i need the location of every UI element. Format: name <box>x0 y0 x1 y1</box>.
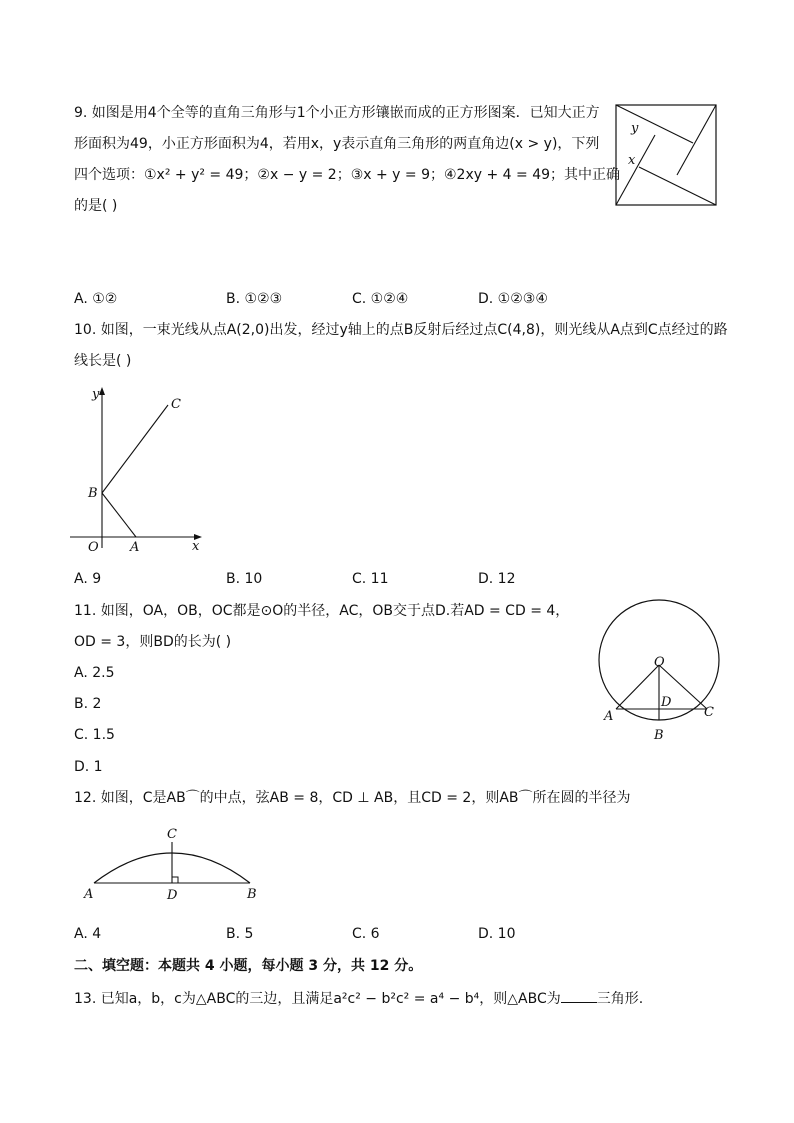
q9-line-1: 9. 如图是用4个全等的直角三角形与1个小正方形镶嵌而成的正方形图案．已知大正方 <box>74 105 600 121</box>
q10-segment-ab <box>102 493 136 537</box>
q10-figure <box>66 383 216 558</box>
q10-label-y: y <box>92 387 100 402</box>
question-13 <box>74 988 643 1009</box>
q11-line-2: OD = 3，则BD的长为( ) <box>74 634 232 650</box>
q11-label-b: B <box>654 728 664 743</box>
q10-line-1: 10. 如图，一束光线从点A(2,0)出发，经过y轴上的点B反射后经过点C(4,8)，则光线从A点到C点经过的路 <box>74 322 728 338</box>
q9-line-4: 的是( ) <box>74 198 118 214</box>
q11-option-a: A. 2.5 <box>74 665 115 681</box>
q9-line-3: 四个选项：①x² + y² = 49；②x − y = 2；③x + y = 9；④2xy + 4 = 49；其中正确 <box>74 167 621 183</box>
q9-label-x: x <box>628 153 636 168</box>
q9-triangle-edge-3 <box>677 105 716 175</box>
q13-answer-blank[interactable] <box>561 988 597 1003</box>
q9-option-d: D. ①②③④ <box>478 291 548 307</box>
q12-figure <box>80 824 265 906</box>
q12-label-c: C <box>167 827 177 842</box>
q10-label-c: C <box>171 397 181 412</box>
q12-label-d: D <box>167 888 178 903</box>
q10-label-b: B <box>88 486 98 501</box>
q9-triangle-edge-4 <box>639 167 716 205</box>
q10-segment-bc <box>102 405 168 493</box>
q13-text-after: 三角形. <box>596 991 644 1007</box>
q11-option-b: B. 2 <box>74 696 102 712</box>
q12-option-a: A. 4 <box>74 926 102 942</box>
q12-label-b: B <box>247 887 257 902</box>
q11-label-d: D <box>661 695 672 710</box>
q9-figure <box>612 102 722 210</box>
q9-option-c: C. ①②④ <box>352 291 409 307</box>
q9-option-b: B. ①②③ <box>226 291 283 307</box>
q10-option-c: C. 11 <box>352 571 389 587</box>
q10-line-2: 线长是( ) <box>74 353 132 369</box>
q9-triangle-edge-2 <box>616 105 693 143</box>
q11-figure <box>592 596 728 746</box>
q10-label-x: x <box>192 539 200 554</box>
q12-option-c: C. 6 <box>352 926 380 942</box>
q11-option-d: D. 1 <box>74 759 103 775</box>
q12-option-d: D. 10 <box>478 926 516 942</box>
q10-option-d: D. 12 <box>478 571 516 587</box>
q10-option-a: A. 9 <box>74 571 102 587</box>
q12-line-1: 12. 如图，C是AB⌒的中点，弦AB = 8，CD ⊥ AB，且CD = 2，则AB⌒所在圆的半径为 <box>74 790 631 806</box>
q10-label-a: A <box>130 540 140 555</box>
section-2-heading: 二、填空题：本题共 4 小题，每小题 3 分，共 12 分。 <box>74 958 423 974</box>
q9-triangle-edge-1 <box>616 135 655 205</box>
q11-label-a: A <box>604 709 614 724</box>
q10-label-o: O <box>88 540 99 555</box>
q12-right-angle-mark <box>172 877 178 883</box>
q13-text-before: 13. 已知a，b，c为△ABC的三边，且满足a²c² − b²c² = a⁴ − b⁴，则△ABC为 <box>74 991 561 1007</box>
q9-line-2: 形面积为49，小正方形面积为4，若用x，y表示直角三角形的两直角边(x > y)，下列 <box>74 136 600 152</box>
q10-option-b: B. 10 <box>226 571 263 587</box>
q12-option-b: B. 5 <box>226 926 254 942</box>
q9-label-y: y <box>631 121 639 136</box>
q9-option-a: A. ①② <box>74 291 118 307</box>
q11-option-c: C. 1.5 <box>74 727 115 743</box>
q11-label-o: O <box>654 655 665 670</box>
q11-label-c: C <box>704 705 714 720</box>
q11-line-1: 11. 如图，OA，OB，OC都是⊙O的半径，AC，OB交于点D.若AD = CD = 4， <box>74 603 570 619</box>
q10-y-arrow <box>99 387 105 395</box>
q12-label-a: A <box>84 887 94 902</box>
q11-radius-oa <box>616 665 659 709</box>
